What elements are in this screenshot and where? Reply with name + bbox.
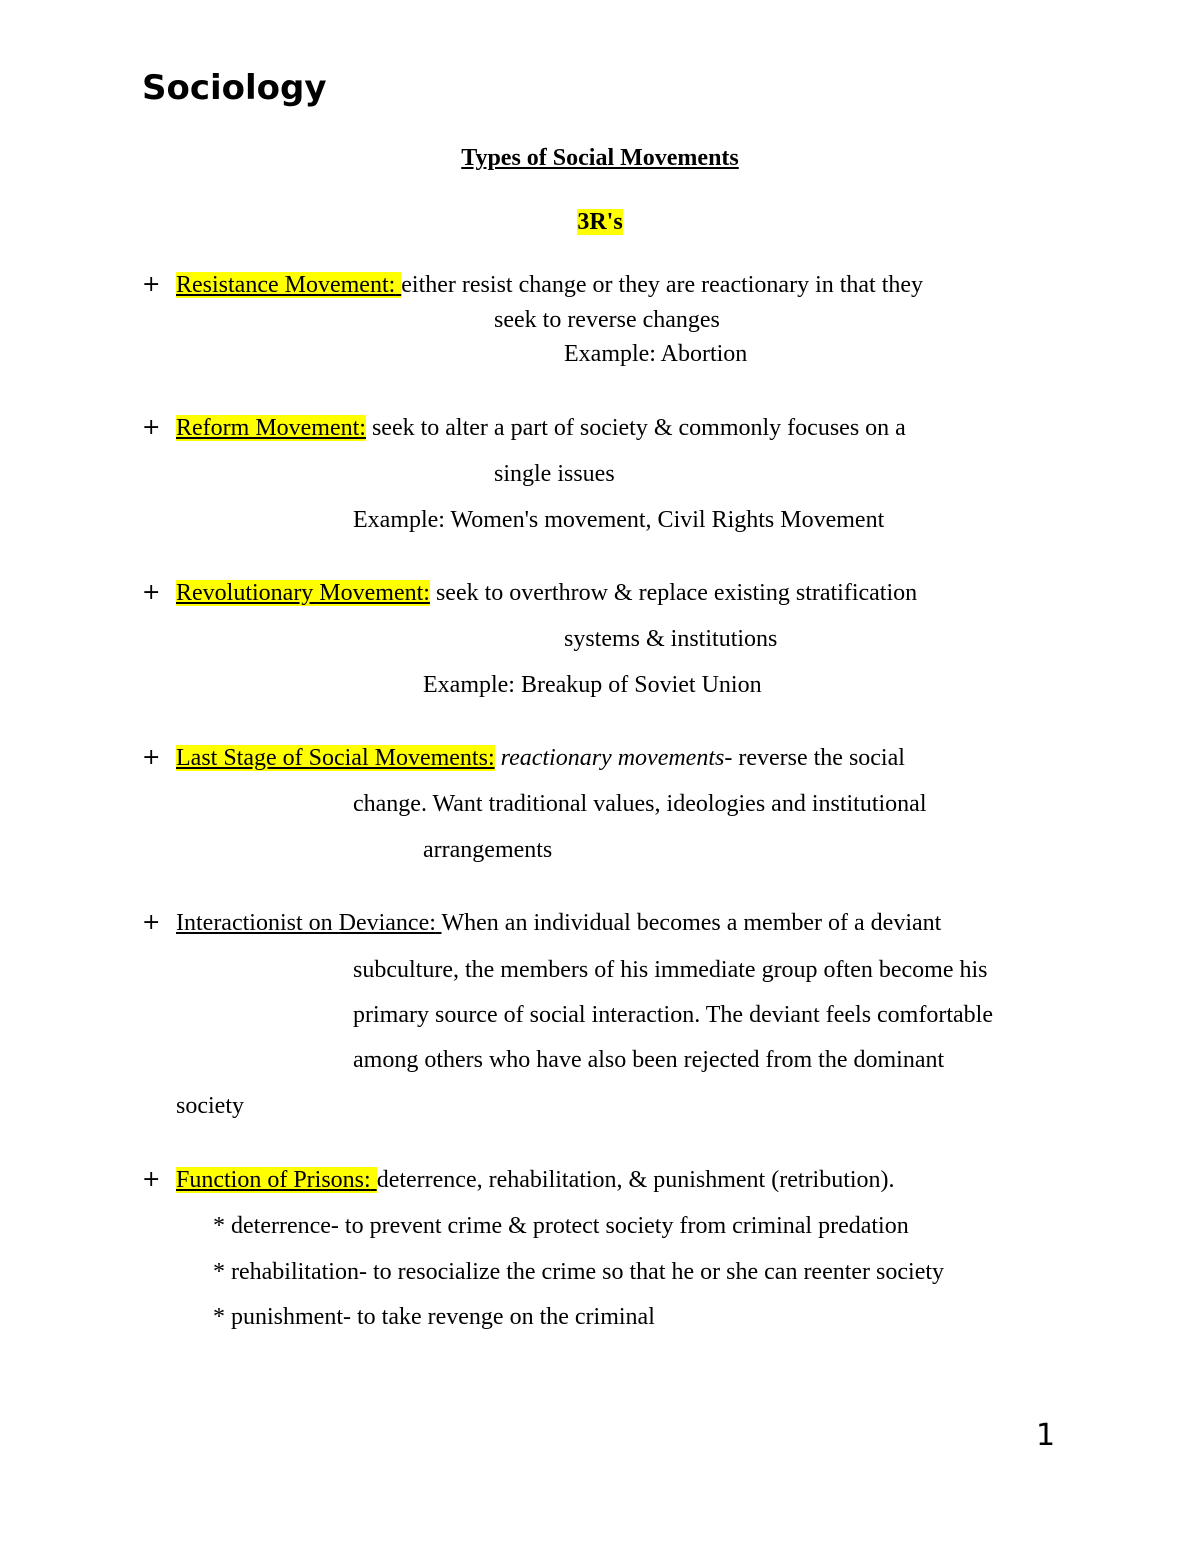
bullet-icon: + bbox=[142, 910, 161, 935]
subtitle-text: 3R's bbox=[577, 209, 623, 235]
definition: seek to alter a part of society & commonly focuses on a bbox=[371, 415, 906, 441]
bullet-icon: + bbox=[142, 272, 161, 297]
definition: deterrence, rehabilitation, & punishment (retribution). bbox=[376, 1167, 895, 1193]
continuation-line: change. Want traditional values, ideologies and institutional bbox=[353, 791, 927, 817]
continuation-line: subculture, the members of his immediate group often become his bbox=[353, 957, 988, 983]
sub-point: * rehabilitation- to resocialize the crime so that he or she can reenter society bbox=[213, 1259, 945, 1285]
term: Reform Movement: bbox=[176, 415, 366, 441]
term: Last Stage of Social Movements: bbox=[176, 745, 495, 771]
definition: When an individual becomes a member of a deviant bbox=[441, 910, 942, 936]
example-line: Example: Women's movement, Civil Rights Movement bbox=[353, 507, 885, 533]
bullet-icon: + bbox=[142, 415, 161, 440]
subtitle bbox=[0, 207, 1200, 237]
italic-phrase: reactionary movements bbox=[500, 745, 725, 771]
example-line: Example: Abortion bbox=[564, 341, 748, 367]
definition: either resist change or they are reactionary in that they bbox=[401, 272, 924, 298]
bullet-icon: + bbox=[142, 580, 161, 605]
definition: - reverse the social bbox=[724, 745, 905, 771]
continuation-line: seek to reverse changes bbox=[494, 307, 720, 333]
bullet-icon: + bbox=[142, 1167, 161, 1192]
definition: seek to overthrow & replace existing stratification bbox=[435, 580, 918, 606]
continuation-line: society bbox=[176, 1093, 244, 1119]
sub-point: * deterrence- to prevent crime & protect society from criminal predation bbox=[213, 1213, 909, 1239]
continuation-line: primary source of social interaction. The deviant feels comfortable bbox=[353, 1002, 993, 1028]
bullet-icon: + bbox=[142, 745, 161, 770]
item-last-stage bbox=[176, 743, 905, 773]
page-title: Types of Social Movements bbox=[461, 145, 739, 171]
term: Resistance Movement: bbox=[176, 272, 401, 298]
continuation-line: systems & institutions bbox=[564, 626, 778, 652]
item-prisons bbox=[176, 1165, 895, 1195]
document-header: Sociology bbox=[142, 68, 327, 108]
continuation-line: among others who have also been rejected from the dominant bbox=[353, 1047, 945, 1073]
continuation-line: single issues bbox=[494, 461, 615, 487]
term: Interactionist on Deviance: bbox=[176, 910, 436, 936]
term: Function of Prisons: bbox=[176, 1167, 377, 1193]
item-reform bbox=[176, 413, 906, 443]
sub-point: * punishment- to take revenge on the criminal bbox=[213, 1304, 655, 1330]
term: Revolutionary Movement: bbox=[176, 580, 430, 606]
item-interactionist bbox=[176, 908, 941, 938]
continuation-line: arrangements bbox=[423, 837, 553, 863]
example-line: Example: Breakup of Soviet Union bbox=[423, 672, 762, 698]
page-number: 1 bbox=[1036, 1418, 1056, 1453]
item-revolutionary bbox=[176, 578, 917, 608]
item-resistance bbox=[176, 270, 923, 300]
